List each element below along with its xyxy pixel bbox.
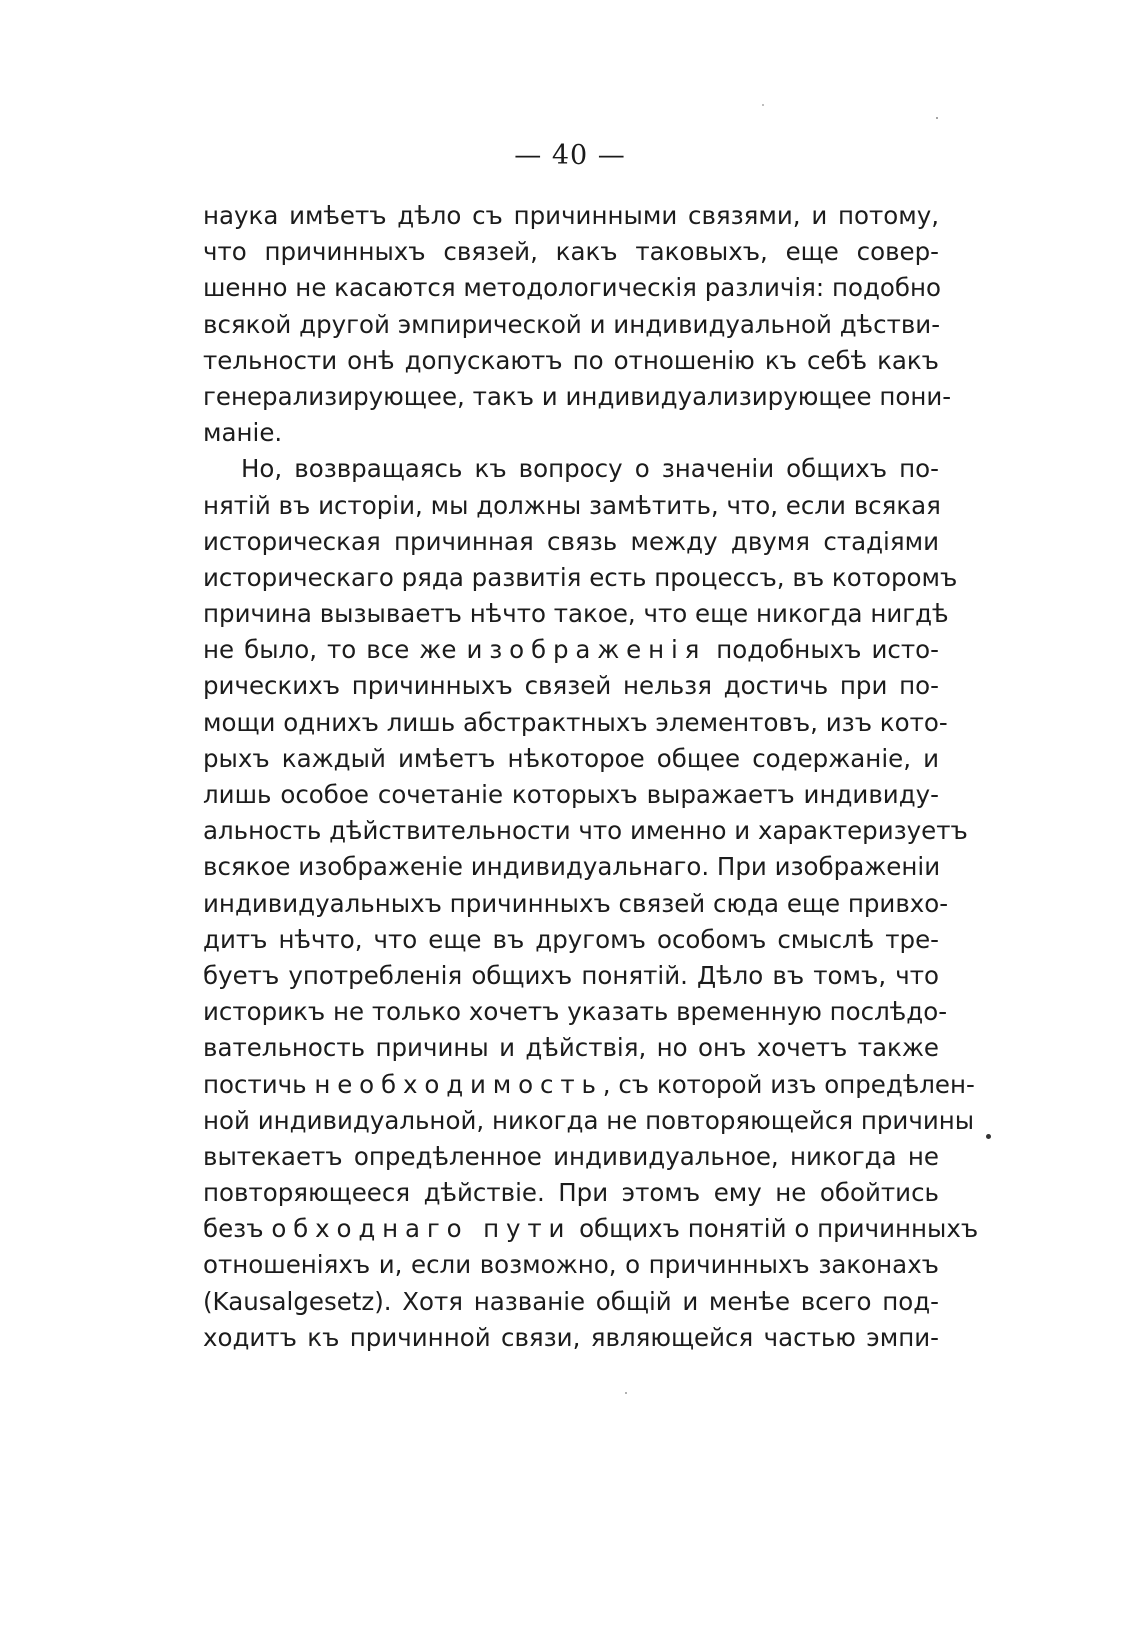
paragraph2-line: дитъ нѣчто, что еще въ другомъ особомъ смыслѣ тре- <box>203 924 939 954</box>
paragraph1-line: всякой другой эмпирической и индивидуальной дѣстви- <box>203 309 941 339</box>
paragraph2-line <box>203 1211 979 1247</box>
paragraph2-line: буетъ употребленія общихъ понятій. Дѣло въ томъ, что <box>203 960 939 990</box>
paragraph2-line: историческая причинная связь между двумя стадіями <box>203 526 939 556</box>
paragraph2-line: рыхъ каждый имѣетъ нѣкоторое общее содержаніе, и <box>203 743 939 773</box>
paragraph1-line: генерализирующее, такъ и индивидуализирующее пони- <box>203 381 952 411</box>
paragraph2-line <box>203 1067 975 1103</box>
page-number: — 40 — <box>514 140 626 171</box>
body-text <box>203 198 979 1356</box>
line-text: постичь <box>203 1069 315 1099</box>
line-text: не было, то все же <box>203 635 467 665</box>
paragraph2-line: историкъ не только хочетъ указать временную послѣдо- <box>203 997 948 1027</box>
emphasized-word: необходимость <box>314 1069 603 1099</box>
paragraph1-line: тельности онѣ допускаютъ по отношенію къ себѣ какъ <box>203 345 939 375</box>
paragraph2-line: альность дѣйствительности что именно и характеризуетъ <box>203 816 968 846</box>
scan-speck <box>625 1392 627 1394</box>
line-text: безъ <box>203 1214 272 1244</box>
scan-speck <box>986 1134 991 1139</box>
paragraph1-line: наука имѣетъ дѣло съ причинными связями, и потому, <box>203 201 939 230</box>
paragraph1-line: маніе. <box>203 418 283 448</box>
scan-speck <box>762 104 764 106</box>
paragraph2-line: вытекаетъ опредѣленное индивидуальное, никогда не <box>203 1141 939 1171</box>
paragraph2-line: мощи однихъ лишь абстрактныхъ элементовъ, изъ кото- <box>203 707 948 737</box>
paragraph2-line: нятій въ исторіи, мы должны замѣтить, что, если всякая <box>203 490 941 520</box>
paragraph2-line: Но, возвращаясь къ вопросу о значеніи общихъ по- <box>241 454 939 484</box>
paragraph2-line: всякое изображеніе индивидуальнаго. При изображеніи <box>203 852 941 882</box>
paragraph2-line: индивидуальныхъ причинныхъ связей сюда еще привхо- <box>203 888 949 918</box>
paragraph2-line: отношеніяхъ и, если возможно, о причинныхъ законахъ <box>203 1250 939 1280</box>
scan-speck <box>936 117 938 119</box>
paragraph2-line: причина вызываетъ нѣчто такое, что еще никогда нигдѣ <box>203 599 949 629</box>
paragraph2-line: ной индивидуальной, никогда не повторяющейся причины <box>203 1105 975 1135</box>
line-text: общихъ понятій о причинныхъ <box>571 1214 979 1244</box>
paragraph1-line: что причинныхъ связей, какъ таковыхъ, еще совер- <box>203 237 939 267</box>
emphasized-word: изображенія <box>466 635 707 665</box>
paragraph2-line: ходитъ къ причинной связи, являющейся частью эмпи- <box>203 1322 939 1352</box>
paragraph2-line: историческаго ряда развитія есть процессъ, въ которомъ <box>203 562 958 592</box>
paragraph2-line: (Kausalgesetz). Хотя названіе общій и менѣе всего под- <box>203 1286 939 1316</box>
emphasized-phrase: обходнаго пути <box>271 1214 572 1244</box>
paragraph1-line: шенно не касаются методологическія различія: подобно <box>203 273 942 303</box>
paragraph2-line <box>203 632 939 668</box>
paragraph2-line: лишь особое сочетаніе которыхъ выражаетъ индивиду- <box>203 780 939 809</box>
line-text: , съ которой изъ опредѣлен- <box>602 1069 975 1099</box>
line-text: подобныхъ исто- <box>706 635 939 665</box>
paragraph2-line: вательность причины и дѣйствія, но онъ хочетъ также <box>203 1033 939 1063</box>
paragraph2-line: повторяющееся дѣйствіе. При этомъ ему не обойтись <box>203 1178 939 1208</box>
paragraph2-line: рическихъ причинныхъ связей нельзя достичь при по- <box>203 671 939 701</box>
